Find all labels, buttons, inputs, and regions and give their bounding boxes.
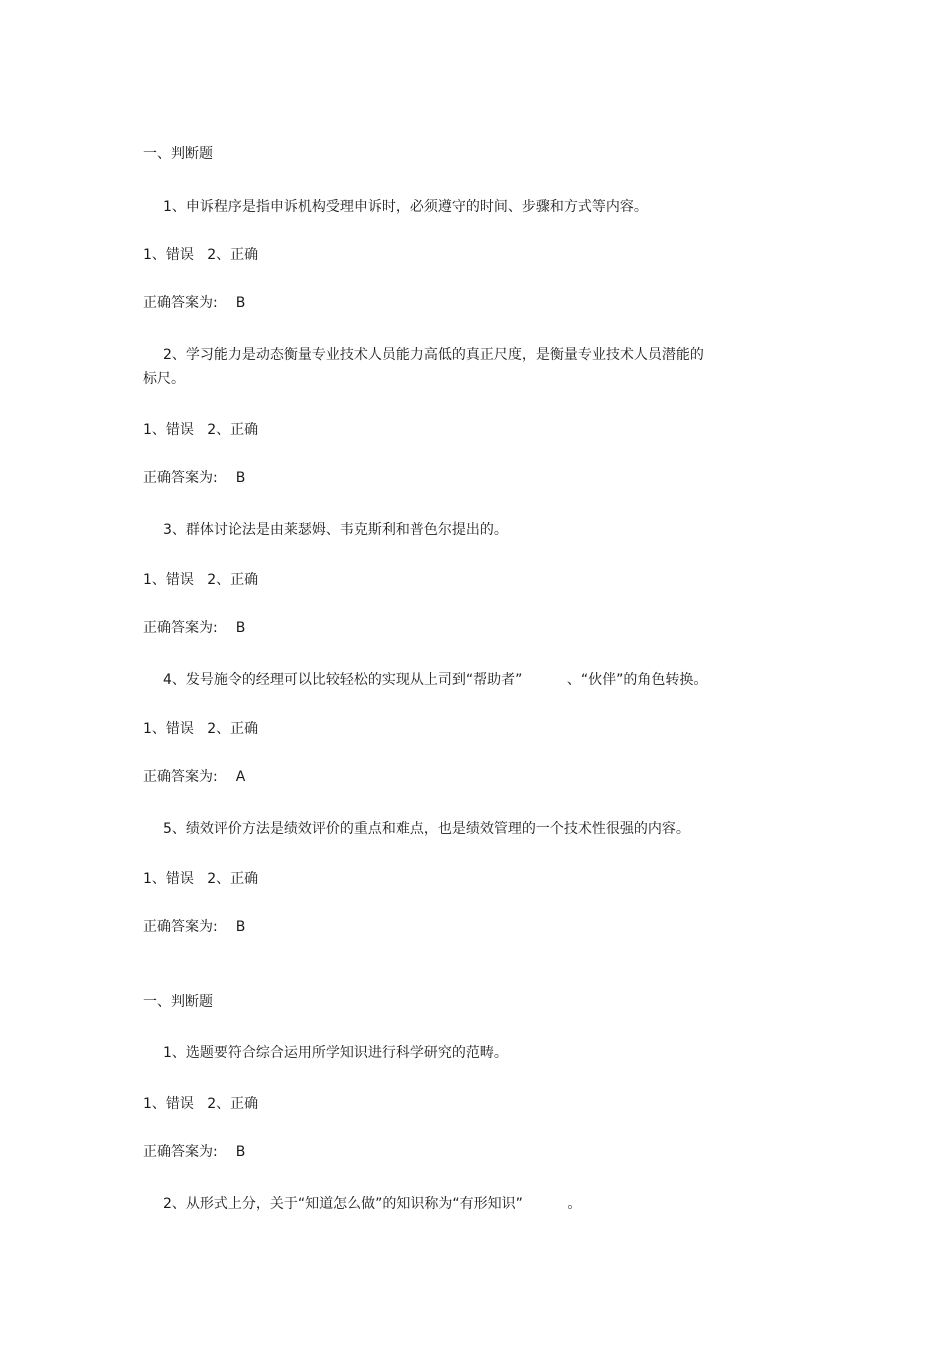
answer-line xyxy=(143,293,245,313)
question-options: 1、错误 2、正确 xyxy=(143,572,259,588)
answer-label: 正确答案为: xyxy=(143,470,218,486)
section-heading: 一、判断题 xyxy=(143,146,213,162)
question-text: 1、选题要符合综合运用所学知识进行科学研究的范畴。 xyxy=(163,1045,508,1061)
question-text: 3、群体讨论法是由莱瑟姆、韦克斯利和普色尔提出的。 xyxy=(163,522,508,538)
answer-line xyxy=(143,767,245,787)
question-options: 1、错误 2、正确 xyxy=(143,871,259,887)
question-text: 4、发号施令的经理可以比较轻松的实现从上司到“帮助者” 、“伙伴”的角色转换。 xyxy=(163,672,708,688)
answer-value: B xyxy=(235,1144,246,1160)
question-options: 1、错误 2、正确 xyxy=(143,1096,259,1112)
answer-value: B xyxy=(235,919,246,935)
question-text: 1、申诉程序是指申诉机构受理申诉时，必须遵守的时间、步骤和方式等内容。 xyxy=(163,199,648,215)
question-text: 2、学习能力是动态衡量专业技术人员能力高低的真正尺度，是衡量专业技术人员潜能的 xyxy=(163,347,704,363)
question-options: 1、错误 2、正确 xyxy=(143,247,259,263)
answer-label: 正确答案为: xyxy=(143,769,218,785)
answer-label: 正确答案为: xyxy=(143,620,218,636)
answer-label: 正确答案为: xyxy=(143,919,218,935)
answer-line xyxy=(143,1142,245,1162)
question-text: 2、从形式上分，关于“知道怎么做”的知识称为“有形知识” 。 xyxy=(163,1196,582,1212)
question-options: 1、错误 2、正确 xyxy=(143,721,259,737)
question-options: 1、错误 2、正确 xyxy=(143,422,259,438)
answer-value: A xyxy=(235,769,246,785)
question-text: 5、绩效评价方法是绩效评价的重点和难点，也是绩效管理的一个技术性很强的内容。 xyxy=(163,821,690,837)
answer-label: 正确答案为: xyxy=(143,295,218,311)
answer-line xyxy=(143,618,245,638)
answer-value: B xyxy=(235,470,246,486)
answer-value: B xyxy=(235,620,246,636)
answer-label: 正确答案为: xyxy=(143,1144,218,1160)
answer-value: B xyxy=(235,295,246,311)
answer-line xyxy=(143,468,245,488)
section-heading: 一、判断题 xyxy=(143,994,213,1010)
question-text-continued: 标尺。 xyxy=(143,371,185,387)
answer-line xyxy=(143,917,245,937)
